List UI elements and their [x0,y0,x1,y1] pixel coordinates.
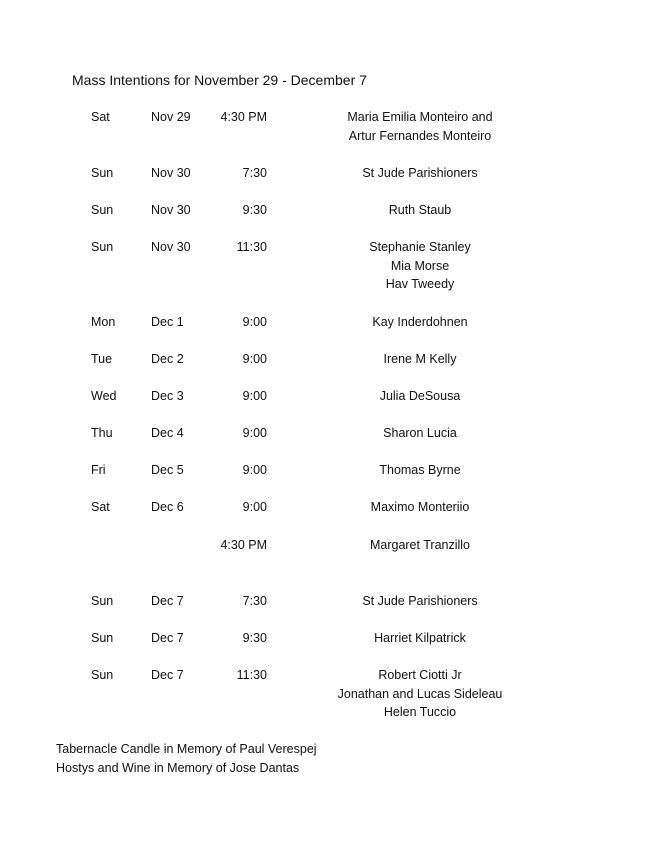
mass-day: Sun [91,631,114,645]
mass-day: Wed [91,389,117,403]
mass-time: 9:00 [242,315,267,329]
mass-day: Mon [91,315,116,329]
mass-date: Dec 2 [151,352,184,366]
mass-time: 9:00 [242,426,267,440]
mass-day: Tue [91,352,113,366]
intention-names [300,108,540,145]
mass-time: 11:30 [236,240,267,254]
mass-day: Sun [91,240,114,254]
mass-day: Fri [91,463,106,477]
mass-time: 9:30 [242,631,267,645]
mass-date: Dec 7 [151,668,184,682]
intention-name: Kay Inderdohnen [372,315,468,329]
intention-names [300,201,540,220]
mass-date: Dec 3 [151,389,184,403]
intention-name: St Jude Parishioners [362,594,478,608]
mass-time: 9:00 [242,389,267,403]
mass-time: 11:30 [236,668,267,682]
page-title: Mass Intentions for November 29 - December 7 [72,72,367,88]
mass-day: Sun [91,166,114,180]
mass-time: 7:30 [242,594,267,608]
mass-date: Nov 29 [151,110,191,124]
mass-day: Thu [91,426,113,440]
intention-name: Thomas Byrne [379,463,461,477]
intention-names [300,238,540,294]
intention-name: Jonathan and Lucas Sideleau [337,686,503,701]
intention-name: Julia DeSousa [379,389,461,403]
mass-date: Dec 7 [151,631,184,645]
intention-name: Artur Fernandes Monteiro [348,128,492,143]
mass-time: 9:00 [242,463,267,477]
mass-day: Sun [91,668,114,682]
intention-names [300,666,540,722]
mass-day: Sun [91,594,114,608]
intention-names [300,536,540,555]
intention-name: Maria Emilia Monteiro and [347,110,493,124]
intention-name: Mia Morse [390,258,450,273]
intention-name: Stephanie Stanley [369,240,471,254]
mass-time: 9:00 [242,352,267,366]
mass-date: Dec 1 [151,315,184,329]
intention-names [300,164,540,183]
mass-time: 4:30 PM [220,110,267,124]
intention-names [300,424,540,443]
intention-name: Helen Tuccio [383,705,457,720]
memorial-notes [56,740,317,778]
mass-date: Nov 30 [151,203,191,217]
mass-date: Nov 30 [151,240,191,254]
mass-date: Nov 30 [151,166,191,180]
intention-name: Robert Ciotti Jr [378,668,462,682]
intention-names [300,498,540,517]
intention-names [300,461,540,480]
intention-name: Irene M Kelly [383,352,457,366]
mass-day: Sat [91,500,110,514]
intention-names [300,629,540,648]
mass-day: Sun [91,203,114,217]
intention-names [300,313,540,332]
intention-name: Sharon Lucia [383,426,457,440]
intention-name: Margaret Tranzillo [369,538,471,552]
mass-date: Dec 5 [151,463,184,477]
hosts-and-wine-note: Hostys and Wine in Memory of Jose Dantas [56,761,300,775]
intention-names [300,387,540,406]
intention-name: Ruth Staub [388,203,452,217]
mass-date: Dec 7 [151,594,184,608]
mass-date: Dec 6 [151,500,184,514]
mass-date: Dec 4 [151,426,184,440]
mass-time: 7:30 [242,166,267,180]
tabernacle-candle-note: Tabernacle Candle in Memory of Paul Verespej [56,742,317,756]
intention-name: St Jude Parishioners [362,166,478,180]
mass-time: 4:30 PM [220,538,267,552]
intention-name: Maximo Monteriio [370,500,470,514]
intention-names [300,592,540,611]
intention-name: Harriet Kilpatrick [374,631,466,645]
mass-time: 9:30 [242,203,267,217]
mass-time: 9:00 [242,500,267,514]
intention-names [300,350,540,369]
mass-day: Sat [91,110,110,124]
intention-name: Hav Tweedy [385,277,455,292]
